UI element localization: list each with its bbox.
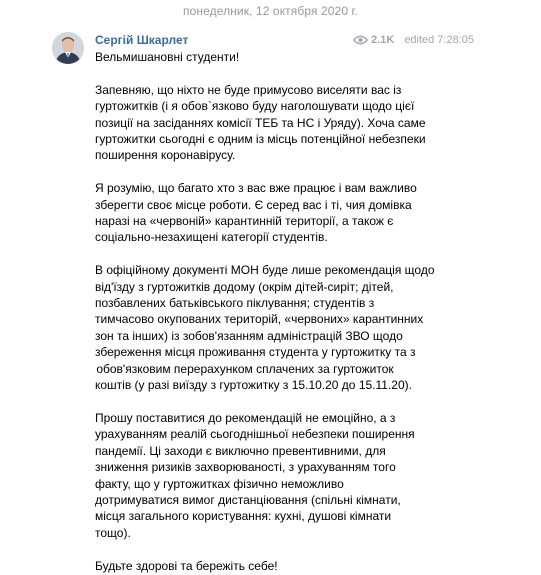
message-paragraph: [95, 558, 395, 574]
author-name[interactable]: Сергій Шкарлет: [95, 33, 189, 47]
message-line: Прошу поставитися до рекомендацій не емоційно, а з: [95, 410, 396, 425]
message-line: тимчасово окупованих територій, «червоних» карантинних: [95, 312, 424, 327]
message-paragraph: [95, 49, 395, 65]
message-line: Будьте здорові та бережіть себе!: [95, 558, 278, 573]
avatar-photo-icon: [52, 32, 84, 64]
message-line: обов'язковим перерахунком сплачених за гуртожиток: [96, 361, 394, 376]
message-line: Запевняю, що ніхто не буде примусово виселяти вас із: [95, 82, 402, 97]
message-line: наразі на «червоній» карантинній території, а також є: [95, 214, 394, 229]
message-line: зон та інших) із зобов'язанням адміністрацій ЗВО щодо: [95, 328, 403, 343]
message-line: збереження місця проживання студента у гуртожитку та з: [95, 345, 416, 360]
message-line: позбавлених батьківського піклування; студентів з: [95, 296, 375, 311]
message-line: соціально-незахищені категорії студентів.: [95, 230, 328, 245]
message-time: 7:28:05: [437, 34, 474, 46]
message-line: місця загального користування: кухні, душові кімнати: [95, 509, 392, 524]
message-line: поширення коронавірусу.: [95, 148, 236, 163]
message-line: пандемії. Ці заходи є виключно превентивними, для: [95, 443, 386, 458]
message-line: Вельмишановні студенти!: [95, 50, 240, 64]
message-paragraph: [95, 82, 426, 164]
message-paragraph: [95, 180, 417, 246]
message-line: зниження ризиків захворюваності, з урахуванням того: [95, 460, 396, 475]
author-avatar[interactable]: [52, 32, 84, 64]
views-count: 2.1K: [371, 34, 395, 46]
message-line: гуртожитків (і я обов`язково буду наголошувати щодо цієї: [95, 99, 415, 114]
message-text: [95, 49, 435, 574]
date-header: понеделник, 12 октября 2020 г.: [183, 4, 358, 18]
message-line: від'їзду з гуртожитків додому (окрім дітей-сиріт; дітей,: [95, 279, 394, 294]
eye-icon: [353, 35, 368, 45]
message-line: В офіційному документі МОН буде лише рекомендація щодо: [95, 263, 435, 278]
message-paragraph: [95, 410, 415, 541]
edited-label: edited: [404, 34, 435, 46]
message-meta: [353, 34, 474, 46]
message-line: гуртожитки сьогодні є одним із місць потенційної небезпеки: [95, 132, 426, 147]
message-line: коштів (у разі виїзду з гуртожитку з 15.10.20 до 15.11.20).: [95, 378, 412, 393]
message-line: урахуванням реалій сьогоднішньої небезпеки поширення: [95, 427, 415, 442]
message-paragraph: [95, 262, 435, 393]
message-line: позиції на засіданнях комісії ТЕБ та НС і Уряду). Хоча саме: [95, 115, 426, 130]
message-line: зберегти своє місце роботи. Є серед вас і ті, чия домівка: [95, 197, 412, 212]
message-line: факту, що у гуртожитках фізично неможливо: [95, 476, 344, 491]
message-line: Я розумію, що багато хто з вас вже працює і вам важливо: [95, 181, 417, 196]
message-line: дотримуватися вимог дистанціювання (спільні кімнати,: [95, 492, 401, 507]
message-line: тощо).: [95, 525, 131, 540]
